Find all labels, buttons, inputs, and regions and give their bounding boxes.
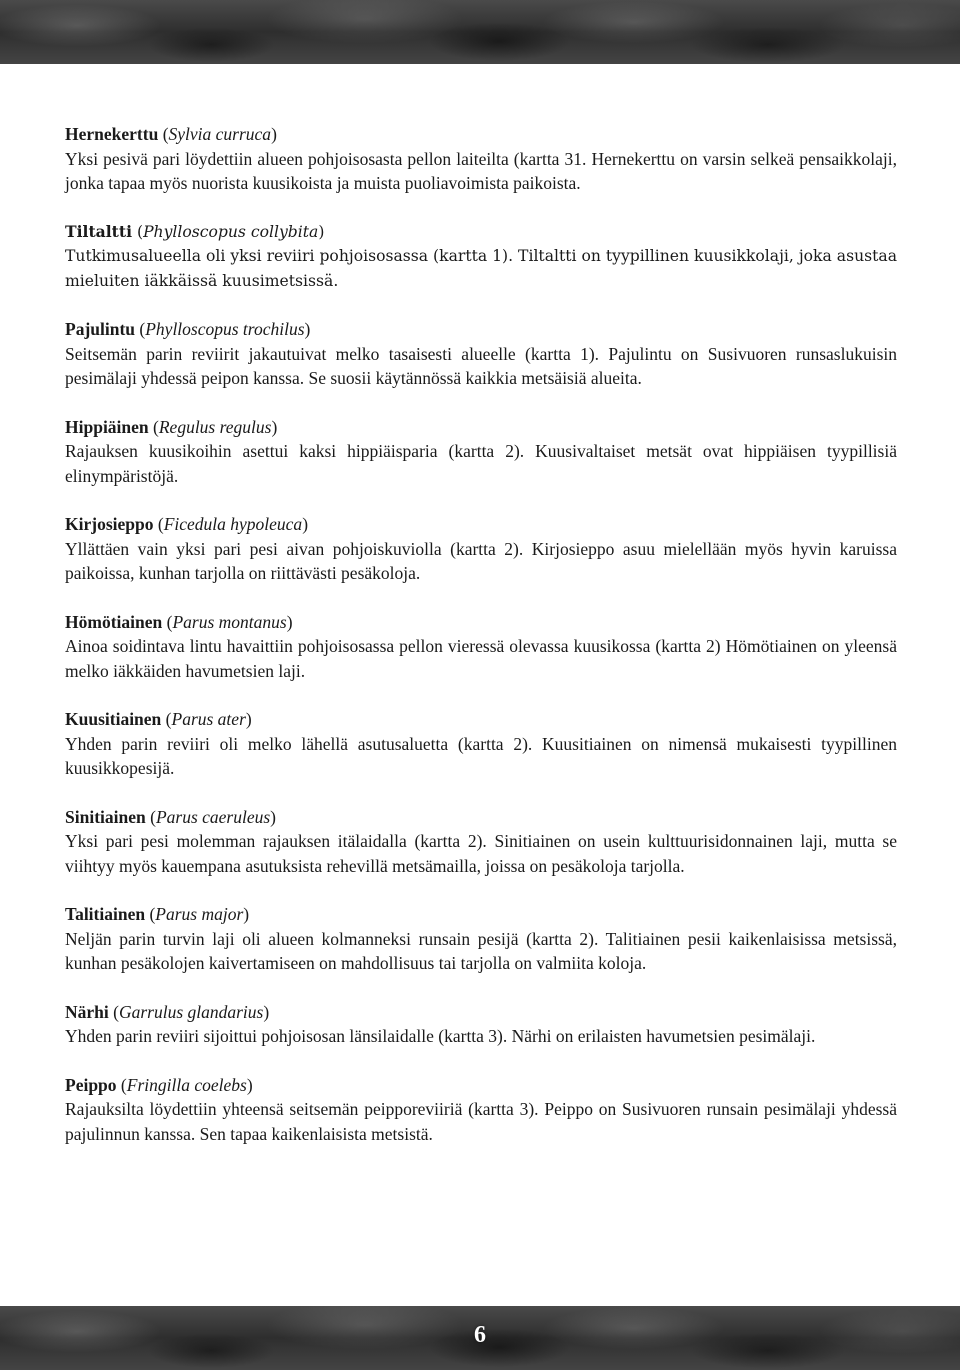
species-name: Hernekerttu <box>65 124 159 144</box>
species-scientific-name: Phylloscopus collybita <box>143 222 319 241</box>
species-scientific-name: Fringilla coelebs <box>126 1074 247 1095</box>
species-description: Rajauksen kuusikoihin asettui kaksi hippiäisparia (kartta 2). Kuusivaltaiset metsät ovat hippiäisen tyypillisiä elinympäristöjä. <box>65 441 897 486</box>
species-heading: Kirjosieppo (Ficedula hypoleuca) <box>65 514 309 534</box>
species-heading: Hömötiainen (Parus montanus) <box>65 611 293 632</box>
species-scientific-name: Parus montanus <box>172 611 287 632</box>
species-name: Hippiäinen <box>65 416 149 437</box>
species-heading: Hippiäinen (Regulus regulus) <box>65 416 278 437</box>
species-scientific-name: Parus caeruleus <box>155 806 271 827</box>
species-description: Tutkimusalueella oli yksi reviiri pohjoisosassa (kartta 1). Tiltaltti on tyypillinen kuusikkolaji, joka asustaa mieluiten iäkkäissä kuusimetsissä. <box>65 247 897 290</box>
species-name: Närhi <box>65 1001 109 1022</box>
species-name: Pajulintu <box>65 319 136 339</box>
species-entry-tiltaltti <box>65 220 897 294</box>
species-heading: Pajulintu (Phylloscopus trochilus) <box>65 319 311 339</box>
species-entry-peippo <box>65 1073 897 1147</box>
species-heading: Hernekerttu (Sylvia curruca) <box>65 124 277 144</box>
species-description: Neljän parin turvin laji oli alueen kolmanneksi runsain pesijä (kartta 2). Talitiainen pesii kaikenlaisissa metsissä, kunhan pesäkolojen kaivertamiseen on mahdollisuus tai tarjolla on valmiita koloja. <box>65 928 897 973</box>
species-description: Ainoa soidintava lintu havaittiin pohjoisosassa pellon vieressä olevassa kuusikossa (kartta 2) Hömötiainen on yleensä melko iäkkäiden havumetsien laji. <box>65 636 897 681</box>
species-entry-kuusitiainen <box>65 707 897 781</box>
species-description: Yksi pesivä pari löydettiin alueen pohjoisosasta pellon laiteilta (kartta 31. Hernekerttu on varsin selkeä pensaikkolaji, jonka tapaa myös nuorista kuusikoista ja muista puoliavoimista paikoista. <box>65 148 897 193</box>
species-entry-hippiainen <box>65 415 897 489</box>
species-heading: Närhi (Garrulus glandarius) <box>65 1001 270 1022</box>
species-heading: Peippo (Fringilla coelebs) <box>65 1074 253 1095</box>
species-entry-sinitiainen <box>65 805 897 879</box>
species-list <box>65 122 897 1170</box>
species-entry-kirjosieppo <box>65 512 897 586</box>
species-description: Seitsemän parin reviirit jakautuivat melko tasaisesti alueelle (kartta 1). Pajulintu on Susivuoren runsaslukuisin pesimälaji yhdessä peipon kanssa. Se suosii käytännössä kaikkia metsäisiä alueita. <box>65 343 897 388</box>
species-name: Hömötiainen <box>65 611 163 632</box>
species-description: Yhden parin reviiri oli melko lähellä asutusaluetta (kartta 2). Kuusitiainen on nimensä mukaisesti tyypillinen kuusikkopesijä. <box>65 733 897 778</box>
species-heading: Kuusitiainen (Parus ater) <box>65 709 252 729</box>
species-heading: Talitiainen (Parus major) <box>65 904 250 924</box>
species-entry-pajulintu <box>65 317 897 391</box>
species-name: Kuusitiainen <box>65 709 162 729</box>
species-scientific-name: Regulus regulus <box>158 416 272 437</box>
species-name: Peippo <box>65 1074 117 1095</box>
header-stone-texture <box>0 0 960 64</box>
species-name: Kirjosieppo <box>65 514 154 534</box>
species-description: Yllättäen vain yksi pari pesi aivan pohjoiskuviolla (kartta 2). Kirjosieppo asuu mielellään myös hyvin karuissa paikoissa, kunhan tarjolla on riittävästi pesäkoloja. <box>65 538 897 583</box>
species-name: Tiltaltti <box>65 221 133 241</box>
species-description: Yksi pari pesi molemman rajauksen itälaidalla (kartta 2). Sinitiainen on usein kulttuurisidonnainen laji, mutta se viihtyy myös kauempana asutuksista rehevillä metsämailla, joissa on pesäkoloja tarjolla. <box>65 831 897 876</box>
species-description: Rajauksilta löydettiin yhteensä seitsemän peipporeviiriä (kartta 3). Peippo on Susivuoren runsain pesimälaji yhdessä pajulinnun kanssa. Sen tapaa kaikenlaisista metsistä. <box>65 1099 897 1144</box>
page-number: 6 <box>474 1322 486 1348</box>
species-entry-talitiainen <box>65 902 897 976</box>
species-scientific-name: Garrulus glandarius <box>118 1001 264 1022</box>
species-description: Yhden parin reviiri sijoittui pohjoisosan länsilaidalle (kartta 3). Närhi on erilaisten havumetsien pesimälaji. <box>65 1026 816 1046</box>
species-scientific-name: Parus ater <box>171 709 246 729</box>
species-scientific-name: Sylvia curruca <box>168 124 272 144</box>
species-scientific-name: Parus major <box>155 904 244 924</box>
species-entry-hernekerttu <box>65 122 897 196</box>
species-name: Talitiainen <box>65 904 146 924</box>
species-entry-homotiainen <box>65 610 897 684</box>
species-heading: Tiltaltti (Phylloscopus collybita) <box>65 221 325 241</box>
species-scientific-name: Phylloscopus trochilus <box>145 319 305 339</box>
species-name: Sinitiainen <box>65 806 146 827</box>
species-entry-narhi <box>65 1000 897 1049</box>
species-heading: Sinitiainen (Parus caeruleus) <box>65 806 276 827</box>
species-scientific-name: Ficedula hypoleuca <box>163 514 303 534</box>
